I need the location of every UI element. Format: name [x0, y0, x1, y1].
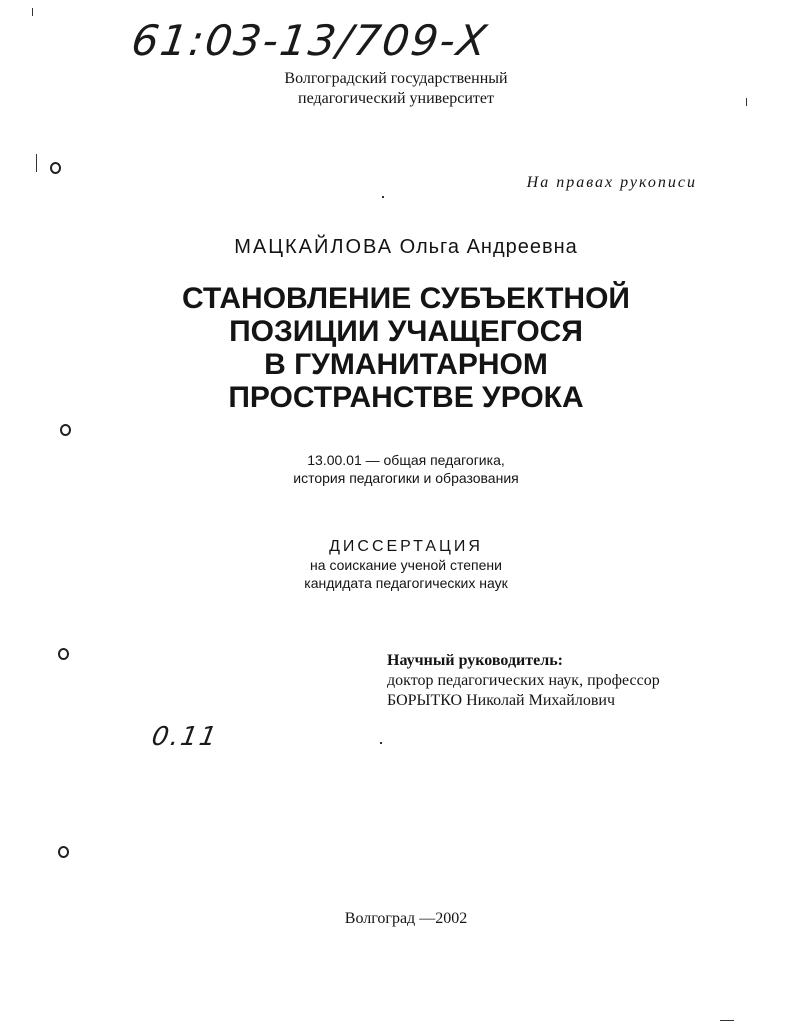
- binding-hole-icon: [60, 424, 71, 436]
- author-surname: МАЦКАЙЛОВА: [234, 236, 394, 258]
- city-year: Волгоград —2002: [344, 910, 468, 927]
- supervisor-label: Научный руководитель:: [387, 652, 563, 669]
- scan-speck: [382, 196, 384, 198]
- university-name-line1: Волгоградский государственный: [284, 70, 508, 87]
- scan-margin-mark: [36, 154, 37, 172]
- author-given-names: Ольга Андреевна: [399, 236, 578, 258]
- dissertation-title-line: ПРОСТРАНСТВЕ УРОКА: [228, 381, 584, 414]
- specialty-name-line: история педагогики и образования: [293, 470, 519, 486]
- author-name: [0, 236, 797, 259]
- dissertation-title-line: В ГУМАНИТАРНОМ: [264, 348, 548, 381]
- dissertation-title-line: ПОЗИЦИИ УЧАЩЕГОСЯ: [229, 315, 583, 348]
- scan-margin-mark: [32, 8, 33, 16]
- handwritten-note: 0.11: [149, 722, 221, 752]
- scan-margin-mark: [746, 98, 747, 106]
- document-type-label: ДИССЕРТАЦИЯ: [329, 538, 483, 555]
- supervisor-title: доктор педагогических наук, профессор: [387, 672, 660, 689]
- degree-line: на соискание ученой степени: [310, 557, 502, 573]
- binding-hole-icon: [58, 648, 69, 660]
- scan-speck: [380, 742, 382, 744]
- degree-line: кандидата педагогических наук: [304, 575, 508, 591]
- archive-code-handwritten: 61:03-13/709-Х: [128, 16, 492, 65]
- scan-margin-mark: [720, 1020, 734, 1021]
- manuscript-rights-note: На правах рукописи: [526, 174, 697, 191]
- specialty-code-line: 13.00.01 — общая педагогика,: [307, 452, 505, 468]
- binding-hole-icon: [58, 846, 69, 858]
- dissertation-title-line: СТАНОВЛЕНИЕ СУБЪЕКТНОЙ: [182, 282, 630, 315]
- university-name-line2: педагогический университет: [298, 90, 494, 107]
- binding-hole-icon: [50, 162, 61, 174]
- supervisor-name: БОРЫТКО Николай Михайлович: [387, 692, 615, 709]
